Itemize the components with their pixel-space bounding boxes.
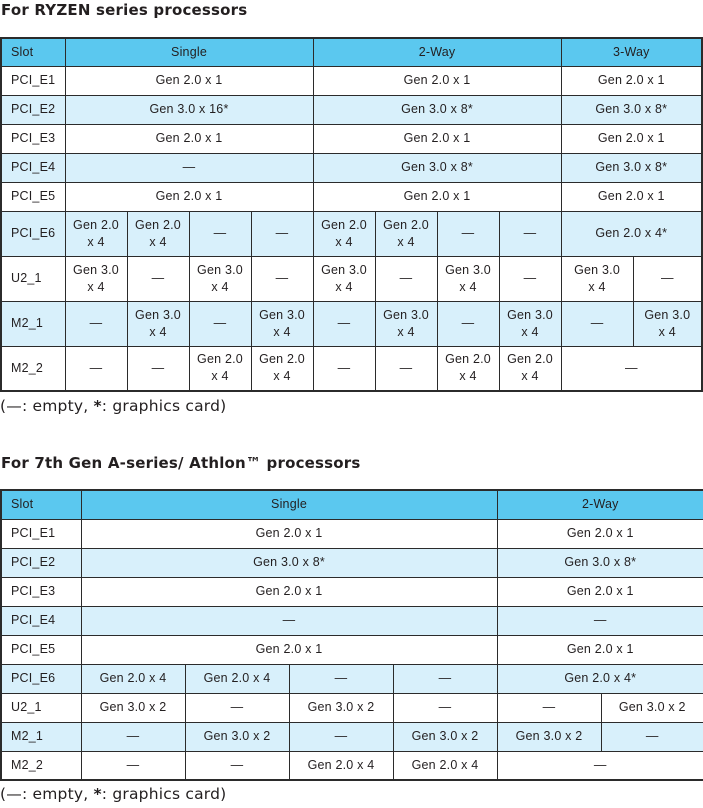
slot-name: PCI_E5 (1, 182, 65, 211)
header-single: Single (81, 490, 497, 519)
table-cell: Gen 3.0 x 8* (561, 95, 702, 124)
table-cell: Gen 3.0 x 2 (393, 722, 497, 751)
table-cell: Gen 3.0 x 2 (185, 722, 289, 751)
table-cell: Gen 3.0 x 4 (65, 256, 127, 301)
table-row (1, 519, 703, 548)
table-cell: Gen 3.0 x 8* (497, 548, 703, 577)
table-cell: Gen 2.0 x 1 (561, 182, 702, 211)
slot-name: M2_1 (1, 301, 65, 346)
slot-name: PCI_E6 (1, 664, 81, 693)
slot-name: PCI_E4 (1, 606, 81, 635)
table-cell: — (81, 751, 185, 780)
table-cell: — (499, 211, 561, 256)
table-cell: Gen 2.0 x 1 (561, 66, 702, 95)
slot-name: PCI_E3 (1, 124, 65, 153)
table-cell: — (127, 256, 189, 301)
slot-name: PCI_E1 (1, 66, 65, 95)
ryzen-section-title: For RYZEN series processors (1, 1, 248, 19)
table-row (1, 606, 703, 635)
table-cell: Gen 3.0 x 8* (313, 95, 561, 124)
table-cell: Gen 3.0 x 16* (65, 95, 313, 124)
table-cell: Gen 3.0 x 8* (81, 548, 497, 577)
note-star-label: : graphics card (101, 397, 221, 415)
table-cell: Gen 2.0 x 4 (189, 346, 251, 391)
table-cell: Gen 2.0 x 1 (81, 519, 497, 548)
table-cell: Gen 3.0 x 2 (81, 693, 185, 722)
table-cell: Gen 2.0 x 4 (437, 346, 499, 391)
table-row (1, 635, 703, 664)
table-cell: — (497, 606, 703, 635)
table-row (1, 211, 702, 256)
note-star-label: : graphics card (101, 785, 221, 803)
table-cell: Gen 2.0 x 4 (393, 751, 497, 780)
note-dash: — (6, 397, 22, 415)
table-cell: — (393, 693, 497, 722)
table-cell: Gen 2.0 x 4 (65, 211, 127, 256)
slot-name: PCI_E6 (1, 211, 65, 256)
athlon-section-title: For 7th Gen A-series/ Athlon™ processors (1, 454, 361, 472)
table-cell: Gen 3.0 x 4 (189, 256, 251, 301)
slot-name: U2_1 (1, 693, 81, 722)
table-cell: — (499, 256, 561, 301)
table-cell: — (127, 346, 189, 391)
table-row (1, 66, 702, 95)
table-cell: Gen 3.0 x 4 (127, 301, 189, 346)
table-cell: Gen 2.0 x 4 (313, 211, 375, 256)
table-row (1, 182, 702, 211)
table-row (1, 548, 703, 577)
athlon-slot-table (0, 489, 703, 781)
table-cell: Gen 2.0 x 1 (313, 124, 561, 153)
note-dash-label: : empty, (21, 785, 94, 803)
table-cell: — (251, 211, 313, 256)
header-2-way: 2-Way (313, 38, 561, 66)
table-cell: Gen 3.0 x 4 (633, 301, 702, 346)
note-dash-label: : empty, (21, 397, 94, 415)
table-cell: Gen 2.0 x 1 (313, 182, 561, 211)
table-cell: Gen 2.0 x 1 (561, 124, 702, 153)
table-cell: Gen 2.0 x 4* (561, 211, 702, 256)
slot-name: PCI_E2 (1, 95, 65, 124)
table-cell: — (497, 751, 703, 780)
table-cell: — (189, 211, 251, 256)
table-row (1, 664, 703, 693)
table-cell: Gen 3.0 x 4 (251, 301, 313, 346)
table-row (1, 722, 703, 751)
table-cell: Gen 2.0 x 4 (499, 346, 561, 391)
slot-name: PCI_E1 (1, 519, 81, 548)
table-cell: Gen 2.0 x 4 (289, 751, 393, 780)
table-cell: — (375, 346, 437, 391)
header-single: Single (65, 38, 313, 66)
ryzen-legend-note: (—: empty, *: graphics card) (0, 397, 227, 415)
table-cell: Gen 2.0 x 1 (65, 182, 313, 211)
table-cell: — (185, 751, 289, 780)
slot-name: M2_2 (1, 751, 81, 780)
header-slot: Slot (1, 38, 65, 66)
table-cell: Gen 3.0 x 4 (313, 256, 375, 301)
table-cell: Gen 3.0 x 4 (437, 256, 499, 301)
header-slot: Slot (1, 490, 81, 519)
table-cell: — (497, 693, 601, 722)
table-cell: Gen 3.0 x 4 (375, 301, 437, 346)
table-row (1, 577, 703, 606)
table-cell: — (289, 722, 393, 751)
table-row (1, 95, 702, 124)
ryzen-table-body (1, 66, 702, 391)
table-cell: Gen 3.0 x 2 (497, 722, 601, 751)
table-cell: Gen 2.0 x 4 (185, 664, 289, 693)
table-cell: Gen 2.0 x 1 (81, 635, 497, 664)
table-cell: Gen 3.0 x 8* (561, 153, 702, 182)
table-cell: Gen 2.0 x 1 (497, 519, 703, 548)
table-cell: Gen 2.0 x 1 (81, 577, 497, 606)
table-cell: Gen 2.0 x 4 (375, 211, 437, 256)
table-cell: — (251, 256, 313, 301)
table-cell: Gen 2.0 x 1 (497, 635, 703, 664)
note-star: * (93, 785, 102, 803)
table-cell: — (561, 346, 702, 391)
table-cell: Gen 2.0 x 1 (497, 577, 703, 606)
table-cell: — (313, 346, 375, 391)
table-cell: — (561, 301, 633, 346)
table-cell: — (185, 693, 289, 722)
table-cell: — (289, 664, 393, 693)
table-cell: — (437, 301, 499, 346)
table-cell: Gen 2.0 x 1 (313, 66, 561, 95)
athlon-legend-note: (—: empty, *: graphics card) (0, 785, 227, 803)
slot-name: M2_1 (1, 722, 81, 751)
table-cell: Gen 2.0 x 4 (251, 346, 313, 391)
table-row (1, 301, 702, 346)
table-cell: — (601, 722, 703, 751)
note-dash: — (6, 785, 22, 803)
table-cell: — (65, 301, 127, 346)
table-cell: — (81, 722, 185, 751)
slot-name: PCI_E5 (1, 635, 81, 664)
table-row (1, 751, 703, 780)
slot-name: U2_1 (1, 256, 65, 301)
table-row (1, 693, 703, 722)
note-star: * (93, 397, 102, 415)
table-row (1, 124, 702, 153)
table-row (1, 256, 702, 301)
table-header-row (1, 490, 703, 519)
table-cell: — (189, 301, 251, 346)
table-cell: — (375, 256, 437, 301)
table-cell: Gen 2.0 x 4 (81, 664, 185, 693)
table-cell: — (437, 211, 499, 256)
table-cell: — (633, 256, 702, 301)
table-row (1, 346, 702, 391)
table-cell: Gen 2.0 x 4* (497, 664, 703, 693)
header-3-way: 3-Way (561, 38, 702, 66)
table-cell: Gen 3.0 x 2 (289, 693, 393, 722)
table-cell: Gen 2.0 x 1 (65, 124, 313, 153)
table-cell: Gen 2.0 x 4 (127, 211, 189, 256)
slot-name: PCI_E3 (1, 577, 81, 606)
table-cell: — (65, 346, 127, 391)
table-cell: Gen 3.0 x 4 (499, 301, 561, 346)
table-cell: — (393, 664, 497, 693)
slot-name: PCI_E2 (1, 548, 81, 577)
table-cell: — (81, 606, 497, 635)
table-row (1, 153, 702, 182)
header-2-way: 2-Way (497, 490, 703, 519)
table-cell: Gen 3.0 x 2 (601, 693, 703, 722)
table-cell: — (65, 153, 313, 182)
table-cell: Gen 3.0 x 4 (561, 256, 633, 301)
table-cell: Gen 2.0 x 1 (65, 66, 313, 95)
table-cell: — (313, 301, 375, 346)
table-header-row (1, 38, 702, 66)
athlon-table-body (1, 519, 703, 780)
ryzen-slot-table (0, 37, 703, 392)
table-cell: Gen 3.0 x 8* (313, 153, 561, 182)
slot-name: M2_2 (1, 346, 65, 391)
slot-name: PCI_E4 (1, 153, 65, 182)
